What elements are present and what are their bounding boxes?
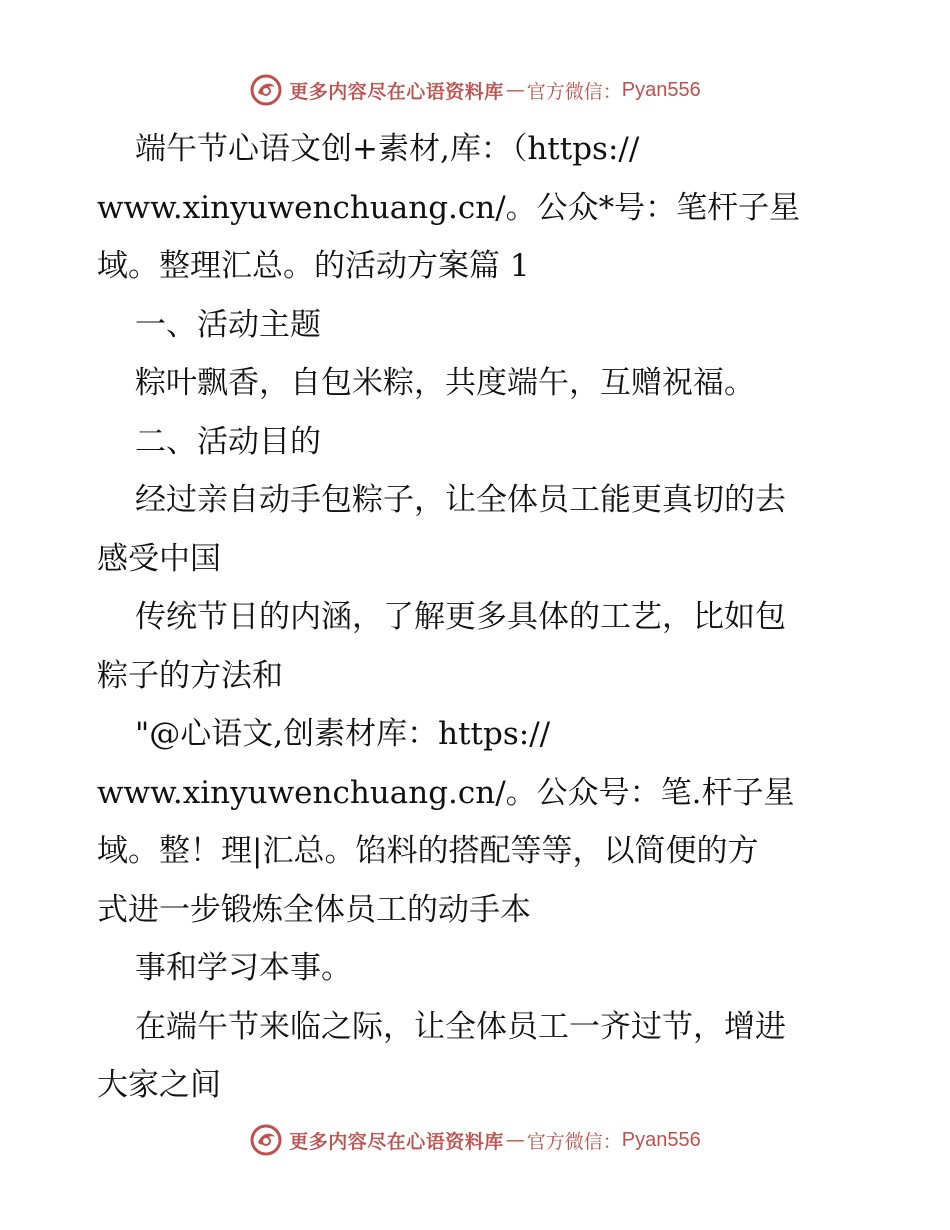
body-line-15: 事和学习本事。 [135, 950, 352, 986]
body-line-7: 经过亲自动手包粽子，让全体员工能更真切的去 [135, 482, 786, 518]
section-heading-theme: 一、活动主题 [135, 306, 321, 343]
body-line-9: 传统节日的内涵，了解更多具体的工艺，比如包 [135, 599, 786, 635]
header-banner [0, 70, 950, 110]
header-wechat-label: 官方微信： [526, 80, 622, 103]
document-body [97, 120, 857, 1115]
red-swirl-logo-icon [249, 1123, 283, 1157]
body-line-17: 大家之间 [97, 1067, 221, 1103]
footer-main-text: 更多内容尽在心语资料库 [289, 1130, 504, 1153]
header-main-text: 更多内容尽在心语资料库 [289, 80, 504, 103]
red-swirl-logo-icon [249, 73, 283, 107]
body-line-12: www.xinyuwenchuang.cn/。公众号：笔.杆子星 [97, 774, 795, 811]
header-wechat-id: Pyan556 [621, 78, 701, 101]
body-line-13: 域。整！理|汇总。馅料的搭配等等，以简便的方 [97, 833, 759, 869]
footer-wechat-label: 官方微信： [526, 1130, 622, 1153]
body-line-1: 端午节心语文创+素材,库：（https:// [135, 131, 640, 167]
body-line-11: "@心语文,创素材库：https:// [135, 716, 551, 752]
footer-wechat-id: Pyan556 [621, 1128, 701, 1151]
body-line-2: www.xinyuwenchuang.cn/。公众*号：笔杆子星 [97, 189, 801, 226]
body-line-14: 式进一步锻炼全体员工的动手本 [97, 891, 531, 928]
body-line-8: 感受中国 [97, 540, 221, 577]
footer-banner [0, 1120, 950, 1160]
header-dash: — [505, 79, 525, 101]
body-line-16: 在端午节来临之际，让全体员工一齐过节，增进 [135, 1008, 786, 1045]
body-line-5: 粽叶飘香，自包米粽，共度端午，互赠祝福。 [135, 365, 755, 401]
body-line-3: 域。整理汇总。的活动方案篇 1 [97, 248, 530, 284]
footer-dash: — [505, 1129, 525, 1151]
body-line-10: 粽子的方法和 [97, 657, 283, 694]
section-heading-purpose: 二、活动目的 [135, 423, 321, 460]
